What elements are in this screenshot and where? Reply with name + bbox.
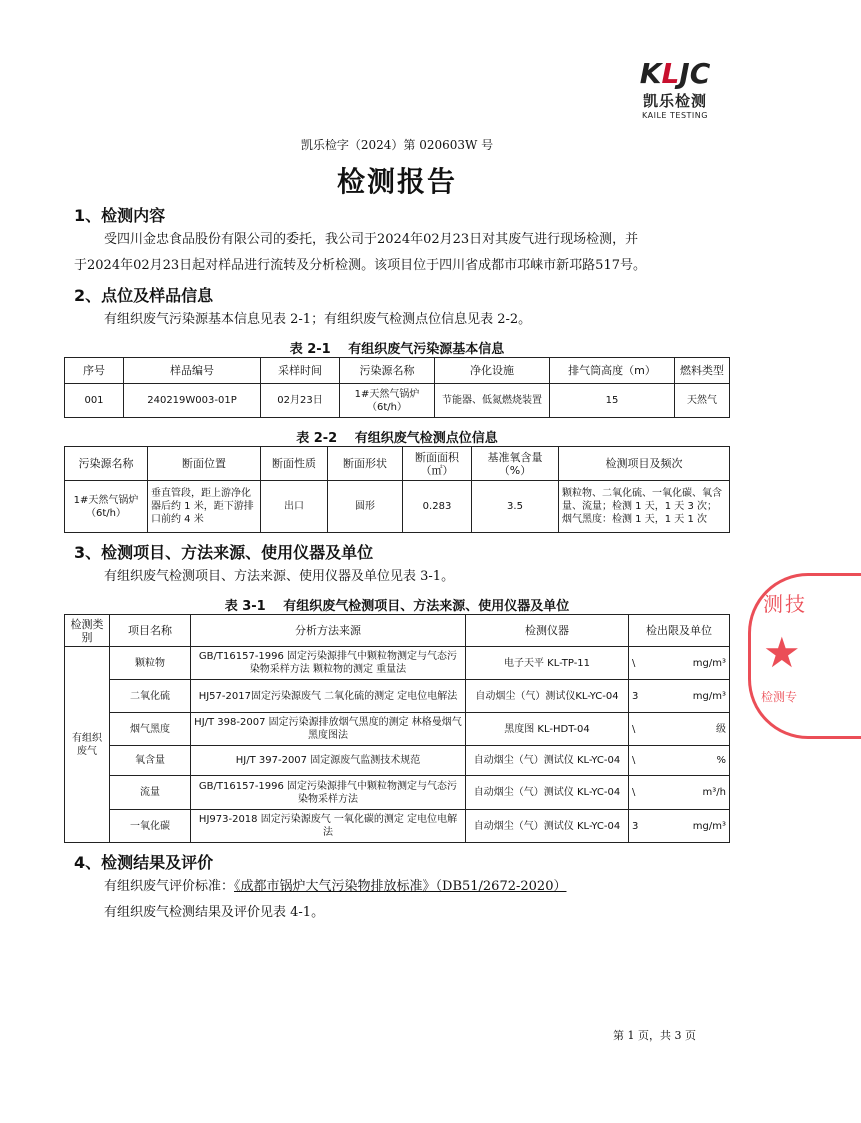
table-header: 污染源名称 [340, 358, 435, 384]
table-cell: 电子天平 KL-TP-11 [466, 647, 629, 680]
table-cell: 黑度图 KL-HDT-04 [466, 713, 629, 746]
table-cell: HJ57-2017固定污染源废气 二氧化硫的测定 定电位电解法 [191, 680, 466, 713]
page-number: 第 1 页，共 3 页 [613, 1029, 696, 1042]
table-cell: 自动烟尘（气）测试仪 KL-YC-04 [466, 810, 629, 843]
table-cell: 出口 [261, 481, 328, 533]
klc-logo-mark [632, 58, 718, 88]
table-header: 净化设施 [435, 358, 550, 384]
table-2-2 [64, 446, 730, 533]
table-cell: 3 mg/m³ [629, 810, 730, 843]
table-cell: 001 [65, 384, 124, 418]
section-4-text: 有组织废气检测结果及评价见表 4-1。 [104, 905, 325, 920]
table-cell: 二氧化硫 [110, 680, 191, 713]
section-4-heading: 4、检测结果及评价 [74, 853, 214, 872]
table-cell: 0.283 [403, 481, 472, 533]
table-header: 断面形状 [328, 447, 403, 481]
table-header: 采样时间 [261, 358, 340, 384]
table-cell: GB/T16157-1996 固定污染源排气中颗粒物测定与气态污染物采样方法 [191, 776, 466, 810]
table-cell: 240219W003-01P [124, 384, 261, 418]
table-header: 项目名称 [110, 615, 191, 647]
table-cell: 垂直管段，距上游净化器后约 1 米，距下游排口前约 4 米 [148, 481, 261, 533]
table-cell: 烟气黑度 [110, 713, 191, 746]
table-header: 检测类别 [65, 615, 110, 647]
table-header: 检出限及单位 [629, 615, 730, 647]
svg-text:KLJC: KLJC [639, 57, 711, 90]
category-cell: 有组织废气 [65, 647, 110, 843]
section-3-heading: 3、检测项目、方法来源、使用仪器及单位 [74, 543, 374, 562]
table-header: 燃料类型 [675, 358, 730, 384]
document-number: 凯乐检字（2024）第 020603W 号 [300, 138, 494, 152]
table-header: 断面位置 [148, 447, 261, 481]
company-logo [630, 58, 720, 134]
table-cell: HJ/T 397-2007 固定源废气监测技术规范 [191, 746, 466, 776]
table-3-1 [64, 614, 730, 843]
table-cell: \ m³/h [629, 776, 730, 810]
table-header: 分析方法来源 [191, 615, 466, 647]
table-cell: 氧含量 [110, 746, 191, 776]
section-1-line-2: 于2024年02月23日起对样品进行流转及分析检测。该项目位于四川省成都市邛崃市新邛路517号。 [74, 258, 646, 273]
stamp-text-bottom: 检测专 [761, 690, 798, 704]
table-cell: 1#天然气锅炉（6t/h） [340, 384, 435, 418]
red-seal-stamp [748, 573, 861, 739]
section-1-line-1: 受四川金忠食品股份有限公司的委托，我公司于2024年02月23日对其废气进行现场检测，并 [104, 232, 639, 247]
table-cell: 节能器、低氮燃烧装置 [435, 384, 550, 418]
logo-cn-text: 凯乐检测 [642, 92, 707, 110]
table-header: 样品编号 [124, 358, 261, 384]
table-3-1-caption: 表 3-1 有组织废气检测项目、方法来源、使用仪器及单位 [224, 599, 570, 614]
table-header: 排气筒高度（m） [550, 358, 675, 384]
table-header: 检测仪器 [466, 615, 629, 647]
table-cell: 15 [550, 384, 675, 418]
table-cell: 02月23日 [261, 384, 340, 418]
section-3-text: 有组织废气检测项目、方法来源、使用仪器及单位见表 3-1。 [104, 569, 455, 584]
section-2-text: 有组织废气污染源基本信息见表 2-1；有组织废气检测点位信息见表 2-2。 [104, 312, 532, 327]
table-cell: 颗粒物、二氧化硫、一氧化碳、氧含量、流量；检测 1 天，1 天 3 次；烟气黑度：检测 1 天，1 天 1 次 [559, 481, 730, 533]
standard-value: 《成都市锅炉大气污染物排放标准》（DB51/2672-2020） [234, 879, 567, 894]
table-cell: \ mg/m³ [629, 647, 730, 680]
table-header: 断面面积（㎡） [403, 447, 472, 481]
table-cell: 自动烟尘（气）测试仪 KL-YC-04 [466, 746, 629, 776]
table-header: 检测项目及频次 [559, 447, 730, 481]
table-header: 基准氧含量（%） [472, 447, 559, 481]
table-cell: 圆形 [328, 481, 403, 533]
table-cell: \ 级 [629, 713, 730, 746]
table-2-1 [64, 357, 730, 418]
table-header: 断面性质 [261, 447, 328, 481]
stamp-text-top: 测技 [763, 592, 807, 616]
table-cell: 流量 [110, 776, 191, 810]
table-2-1-caption: 表 2-1 有组织废气污染源基本信息 [289, 342, 505, 357]
table-cell: HJ973-2018 固定污染源废气 一氧化碳的测定 定电位电解法 [191, 810, 466, 843]
table-cell: 自动烟尘（气）测试仪 KL-YC-04 [466, 776, 629, 810]
table-cell: 颗粒物 [110, 647, 191, 680]
table-header: 污染源名称 [65, 447, 148, 481]
table-2-2-caption: 表 2-2 有组织废气检测点位信息 [296, 431, 498, 446]
table-cell: 3 mg/m³ [629, 680, 730, 713]
table-cell: HJ/T 398-2007 固定污染源排放烟气黑度的测定 林格曼烟气黑度图法 [191, 713, 466, 746]
star-icon: ★ [763, 628, 801, 677]
table-cell: \ % [629, 746, 730, 776]
table-cell: 1#天然气锅炉（6t/h） [65, 481, 148, 533]
table-cell: 自动烟尘（气）测试仪KL-YC-04 [466, 680, 629, 713]
section-2-heading: 2、点位及样品信息 [74, 286, 214, 305]
table-cell: GB/T16157-1996 固定污染源排气中颗粒物测定与气态污染物采样方法 颗粒物的测定 重量法 [191, 647, 466, 680]
table-cell: 一氧化碳 [110, 810, 191, 843]
table-cell: 天然气 [675, 384, 730, 418]
evaluation-standard [104, 874, 566, 900]
page-title: 检测报告 [336, 165, 457, 198]
table-cell: 3.5 [472, 481, 559, 533]
logo-en-text: KAILE TESTING [642, 111, 708, 120]
standard-label: 有组织废气评价标准： [104, 879, 235, 894]
table-header: 序号 [65, 358, 124, 384]
section-1-heading: 1、检测内容 [74, 206, 166, 225]
